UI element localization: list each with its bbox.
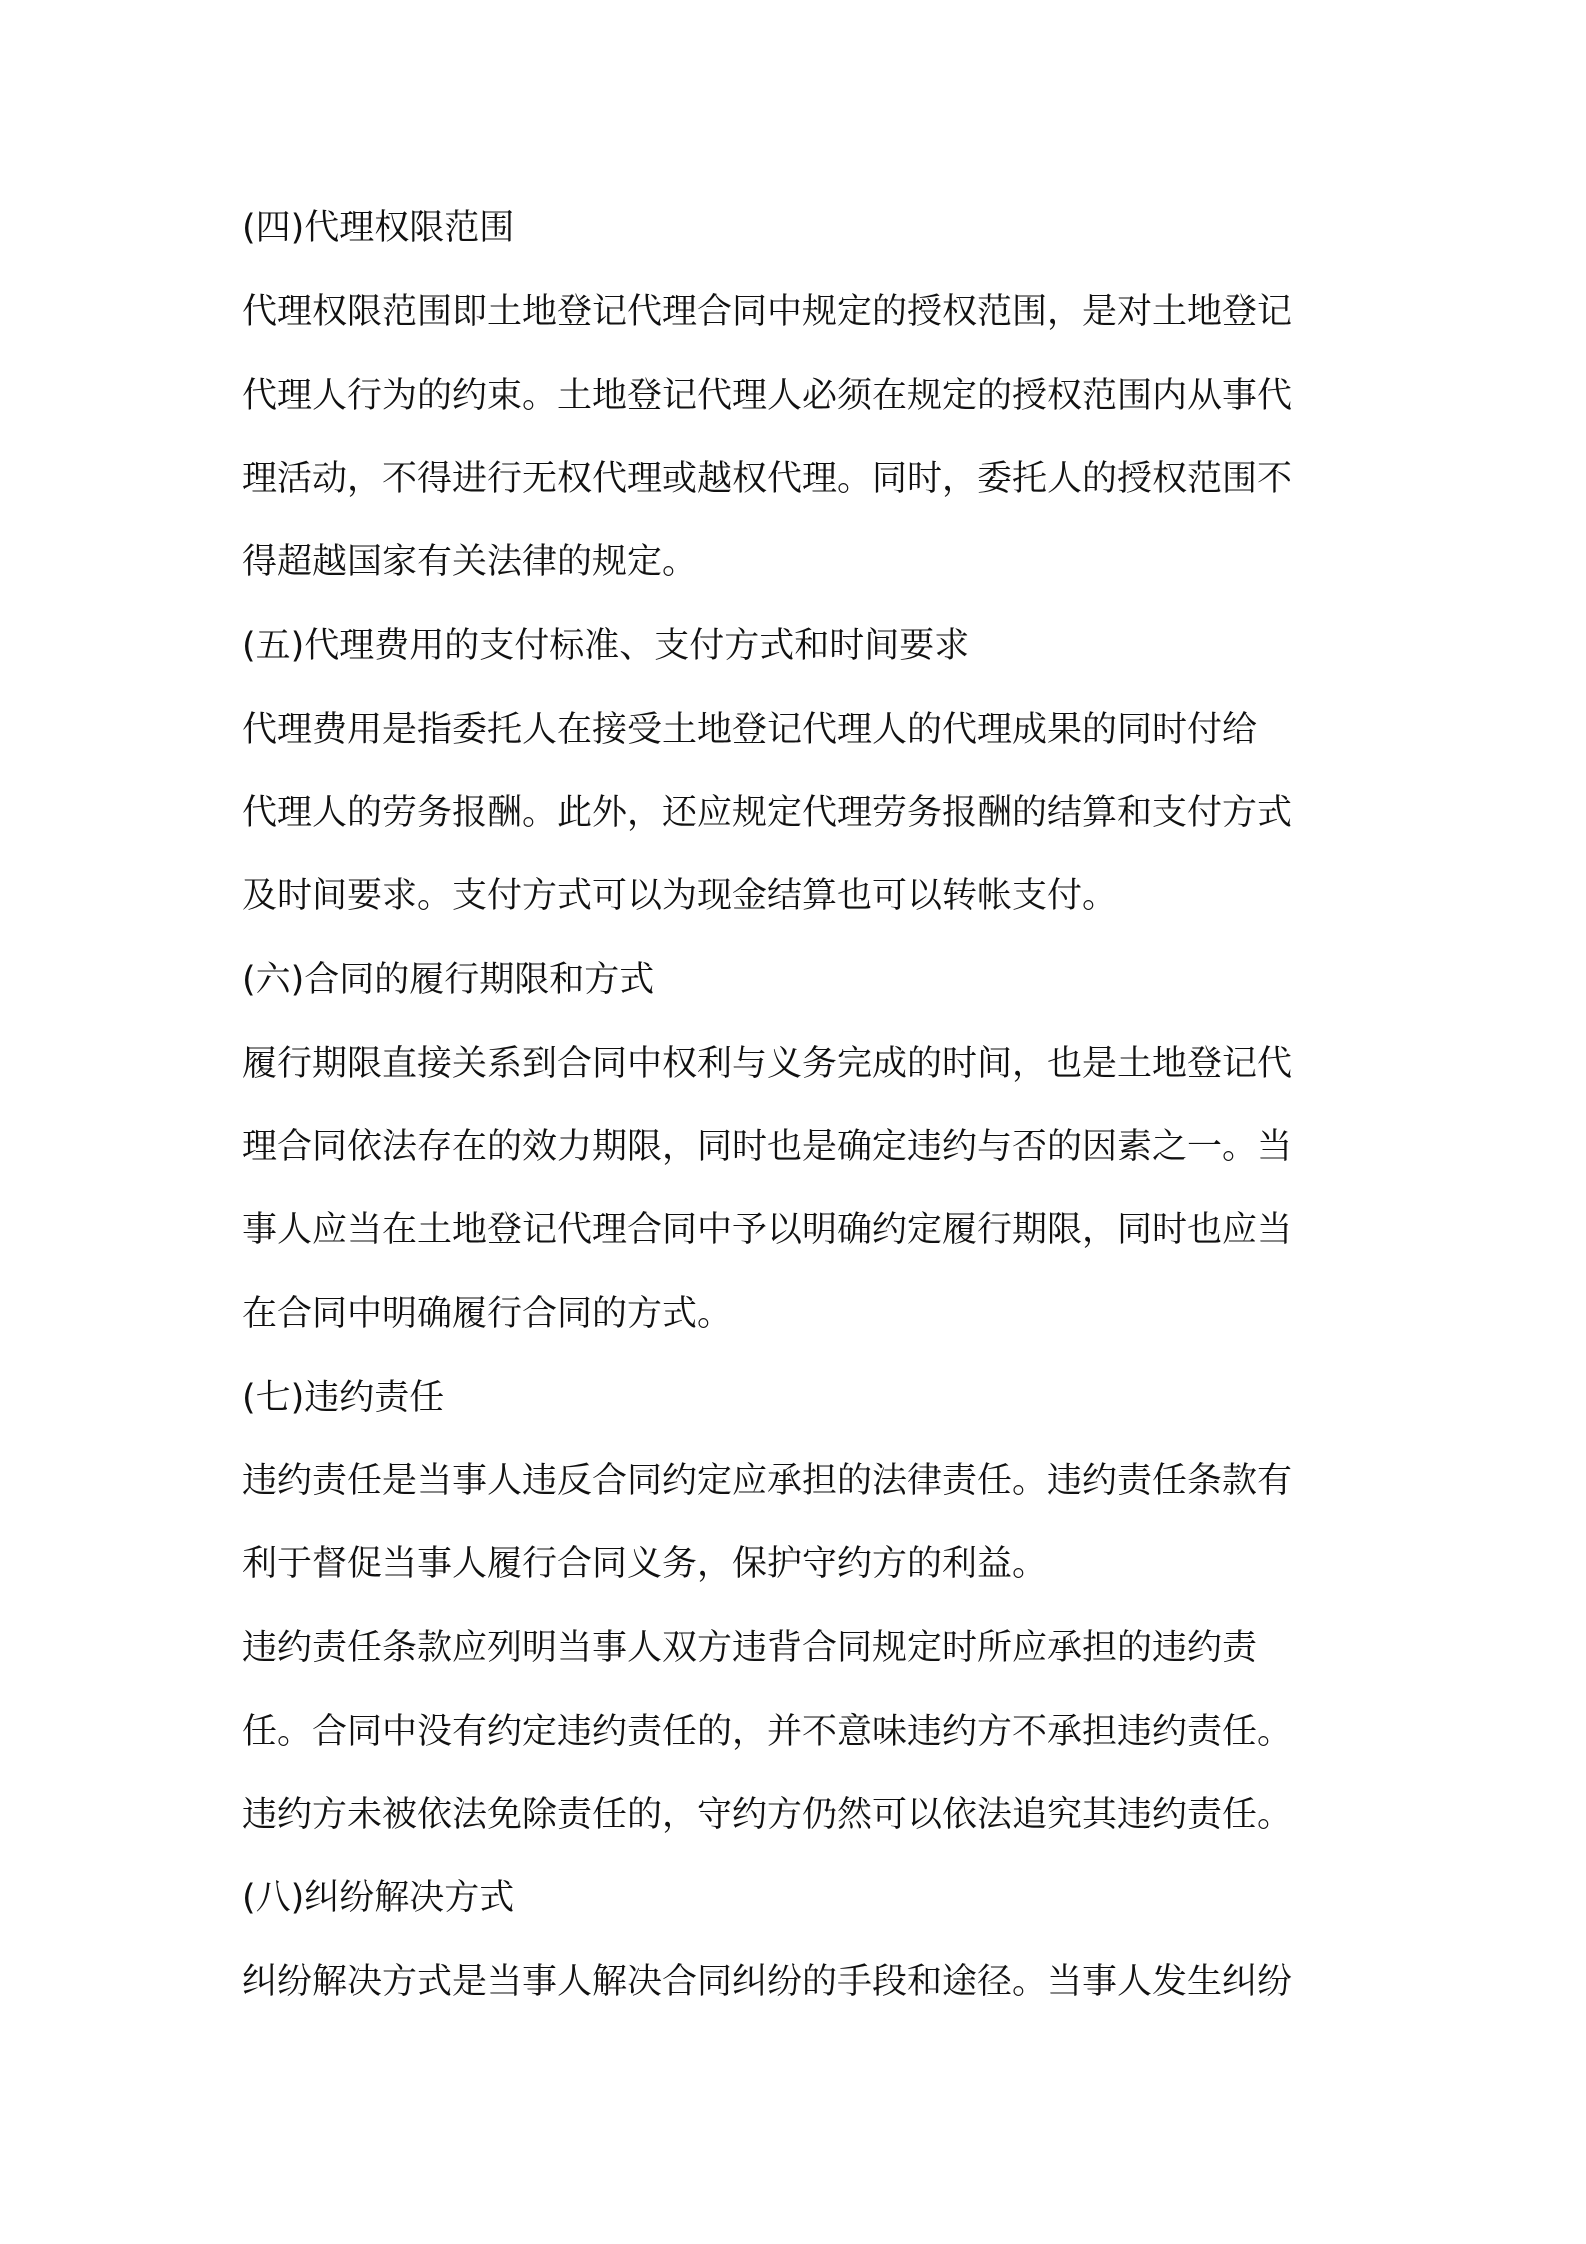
paragraph-line: 违约责任是当事人违反合同约定应承担的法律责任。违约责任条款有 xyxy=(242,1461,1293,1501)
section-heading-4: (四)代理权限范围 xyxy=(242,208,515,248)
paragraph-line: 利于督促当事人履行合同义务，保护守约方的利益。 xyxy=(242,1544,1048,1584)
paragraph-line: 违约责任条款应列明当事人双方违背合同规定时所应承担的违约责 xyxy=(242,1628,1258,1668)
paragraph-line: 及时间要求。支付方式可以为现金结算也可以转帐支付。 xyxy=(242,876,1118,916)
section-heading-8: (八)纠纷解决方式 xyxy=(242,1878,515,1918)
paragraph-line: 纠纷解决方式是当事人解决合同纠纷的手段和途径。当事人发生纠纷 xyxy=(242,1962,1293,2002)
paragraph-line: 理合同依法存在的效力期限，同时也是确定违约与否的因素之一。当 xyxy=(242,1127,1293,1167)
paragraph-line: 得超越国家有关法律的规定。 xyxy=(242,542,698,582)
paragraph-line: 在合同中明确履行合同的方式。 xyxy=(242,1294,733,1334)
paragraph-line: 理活动，不得进行无权代理或越权代理。同时，委托人的授权范围不 xyxy=(242,459,1293,499)
section-heading-5: (五)代理费用的支付标准、支付方式和时间要求 xyxy=(242,626,970,666)
paragraph-line: 违约方未被依法免除责任的，守约方仍然可以依法追究其违约责任。 xyxy=(242,1795,1293,1835)
paragraph-line: 代理费用是指委托人在接受土地登记代理人的代理成果的同时付给 xyxy=(242,710,1258,750)
paragraph-line: 代理人行为的约束。土地登记代理人必须在规定的授权范围内从事代 xyxy=(242,376,1293,416)
paragraph-line: 代理权限范围即土地登记代理合同中规定的授权范围，是对土地登记 xyxy=(242,292,1293,332)
section-heading-7: (七)违约责任 xyxy=(242,1378,445,1418)
paragraph-line: 代理人的劳务报酬。此外，还应规定代理劳务报酬的结算和支付方式 xyxy=(242,793,1293,833)
paragraph-line: 任。合同中没有约定违约责任的，并不意味违约方不承担违约责任。 xyxy=(242,1712,1293,1752)
paragraph-line: 事人应当在土地登记代理合同中予以明确约定履行期限，同时也应当 xyxy=(242,1210,1293,1250)
section-heading-6: (六)合同的履行期限和方式 xyxy=(242,960,655,1000)
paragraph-line: 履行期限直接关系到合同中权利与义务完成的时间，也是土地登记代 xyxy=(242,1044,1293,1084)
